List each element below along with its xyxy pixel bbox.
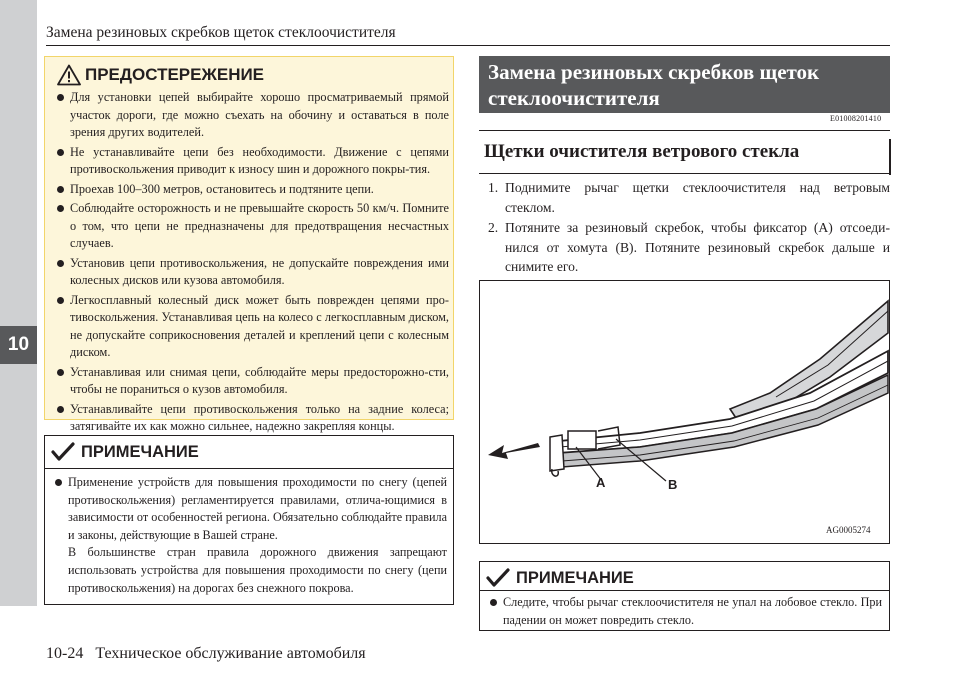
bullet-icon	[57, 149, 64, 156]
bullet-icon	[57, 260, 64, 267]
note-item	[490, 594, 882, 629]
pencil-check-icon	[51, 442, 75, 462]
note-item-text: Применение устройств для повышения проходимости по снегу (цепей противоскольжения) регламентируется правилами, отлича-ющимися в зависимости от особенностей региона. Обязательно соблюдайте правила и законы, действующие в Вашей стране.	[68, 475, 447, 542]
warning-item	[57, 292, 449, 362]
warning-triangle-icon	[57, 64, 81, 86]
note-title: ПРИМЕЧАНИЕ	[516, 568, 634, 587]
note-header	[51, 442, 199, 462]
steps-list	[488, 178, 890, 278]
subsection-marker	[889, 139, 891, 175]
subsection-heading	[479, 130, 890, 174]
subsection-title: Щетки очистителя ветрового стекла	[484, 141, 800, 162]
warning-header	[57, 61, 264, 89]
warning-item	[57, 144, 449, 179]
step-text: Поднимите рычаг щетки стеклоочистителя над ветровым стеклом.	[505, 180, 890, 215]
note-item-text: Следите, чтобы рычаг стеклоочистителя не упал на лобовое стекло. При падении он может повредить стекло.	[503, 595, 882, 627]
section-title-banner	[479, 56, 890, 113]
bullet-icon	[57, 94, 64, 101]
bullet-icon	[490, 599, 497, 606]
note-header-rule	[45, 468, 453, 469]
warning-item	[57, 181, 449, 199]
warning-item-text: Устанавливайте цепи противоскольжения только на задние колеса; затягивайте их как можно сильнее, надежно закрепляя концы.	[70, 401, 449, 433]
note-header-rule	[480, 590, 889, 591]
bullet-icon	[57, 186, 64, 193]
bullet-icon	[57, 205, 64, 212]
chapter-tab: 10	[0, 326, 37, 364]
section-title-line2: стеклоочистителя	[488, 86, 660, 110]
note-item	[55, 474, 447, 597]
running-head: Замена резиновых скребков щеток стеклоочистителя	[46, 24, 396, 41]
figure-label-b: B	[668, 477, 678, 492]
pencil-check-icon	[486, 568, 510, 588]
footer-page-number: 10-24	[46, 645, 84, 662]
bullet-icon	[57, 297, 64, 304]
wiper-figure	[479, 280, 890, 544]
bullet-icon	[55, 479, 62, 486]
step-item	[488, 218, 890, 277]
section-title	[488, 59, 819, 111]
warning-item	[57, 200, 449, 253]
figure-code: AG0005274	[826, 525, 871, 535]
warning-item-text: Установив цепи противоскольжения, не допускайте повреждения ими колесных дисков или кузова автомобиля.	[70, 255, 449, 287]
step-number: 1.	[488, 180, 499, 195]
note-box-right	[479, 561, 890, 631]
chapter-sidebar	[0, 0, 37, 606]
wiper-blade-illustration	[480, 281, 889, 543]
warning-item-text: Проехав 100–300 метров, остановитесь и подтяните цепи.	[70, 181, 374, 196]
warning-item-text: Устанавливая или снимая цепи, соблюдайте меры предосторожно-сти, чтобы не пораниться о кузов автомобиля.	[70, 364, 449, 396]
warning-item-text: Легкосплавный колесный диск может быть поврежден цепями про-тивоскольжения. Устанавливая цепь на колесо с легкосплавным диском, не допускайте соприкосновения деталей и креплений цепи с колесным диском.	[70, 292, 449, 359]
warning-list	[57, 89, 449, 438]
warning-box	[44, 56, 454, 433]
figure-label-a: A	[596, 475, 606, 490]
bullet-icon	[57, 369, 64, 376]
pull-direction-arrow-icon	[488, 443, 540, 459]
warning-item	[57, 255, 449, 290]
note-box-left	[44, 435, 454, 605]
bullet-icon	[57, 406, 64, 413]
note-continuation-text: В большинстве стран правила дорожного движения запрещают использовать устройства для повышения проходимости по снегу (цепи противоскольжения) на дорогах без снежного покрова.	[68, 545, 447, 595]
step-item	[488, 178, 890, 217]
header-rule	[46, 45, 890, 46]
warning-item	[57, 401, 449, 436]
note-list	[55, 474, 447, 597]
page-footer	[46, 645, 366, 663]
warning-item	[57, 364, 449, 399]
note-list	[490, 594, 882, 629]
warning-item-text: Для установки цепей выбирайте хорошо просматриваемый прямой участок дороги, где можно съехать на обочину и оставаться в поле зрения других водителей.	[70, 90, 449, 139]
section-title-line1: Замена резиновых скребков щеток	[488, 60, 820, 84]
reference-code: E01008201410	[830, 114, 882, 123]
note-title: ПРИМЕЧАНИЕ	[81, 442, 199, 461]
warning-item-text: Не устанавливайте цепи без необходимости. Движение с цепями противоскольжения приводит к износу шин и дорожного покры-тия.	[70, 144, 449, 176]
step-text: Потяните за резиновый скребок, чтобы фиксатор (A) отсоеди-нился от хомута (B). Потяните резиновый скребок дальше и снимите его.	[505, 220, 890, 274]
note-header	[486, 568, 634, 588]
retainer-clip	[568, 431, 596, 449]
footer-title: Техническое обслуживание автомобиля	[95, 645, 366, 662]
step-number: 2.	[488, 220, 499, 235]
warning-item-text: Соблюдайте осторожность и не превышайте скорость 50 км/ч. Помните о том, что цепи не предназначены для предотвращения несчастных случаев.	[70, 201, 449, 250]
warning-title: ПРЕДОСТЕРЕЖЕНИЕ	[85, 65, 265, 84]
warning-item	[57, 89, 449, 142]
